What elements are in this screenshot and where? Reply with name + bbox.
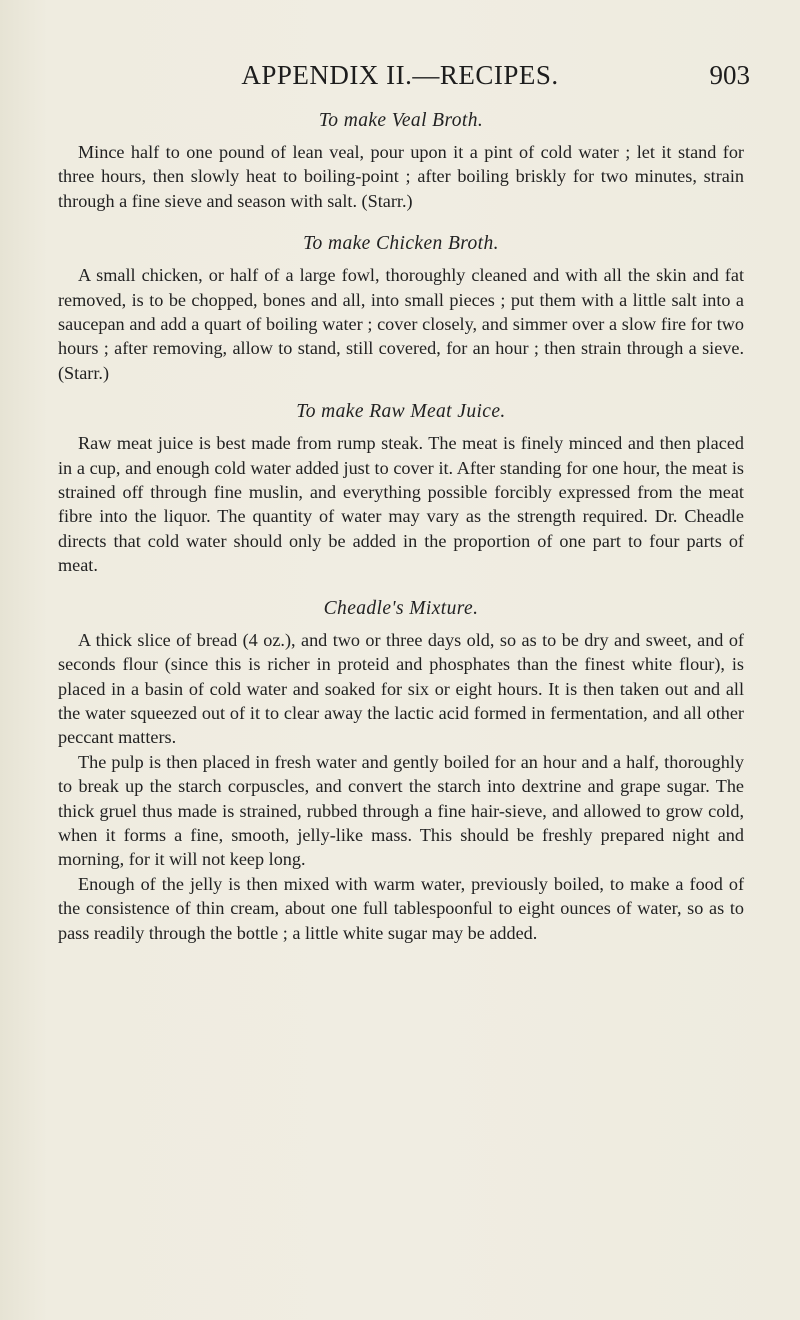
recipe-paragraph: The pulp is then placed in fresh water and gently boiled for an hour and a half, thoroughly to break up the starch corpuscles, and convert the starch into dextrine and grape sugar. The thick gruel thus made is strained, rubbed through a fine hair-sieve, and allowed to grow cold, when it forms a fine, smooth, jelly-like mass. This should be freshly prepared night and morning, for it will not keep long. xyxy=(58,751,744,870)
recipe-title: To make Chicken Broth. xyxy=(303,233,499,255)
page-body xyxy=(58,110,744,965)
recipe-paragraph: Enough of the jelly is then mixed with warm water, previously boiled, to make a food of the consistence of thin cream, about one full tablespoonful to eight ounces of water, so as to pass readily through the bottle ; a little white sugar may be added. xyxy=(58,873,744,943)
recipe-veal-broth xyxy=(58,110,744,213)
recipe-title: To make Raw Meat Juice. xyxy=(296,401,506,423)
recipe-paragraph: Mince half to one pound of lean veal, pour upon it a pint of cold water ; let it stand for three hours, then slowly heat to boiling-point ; after boiling briskly for two minutes, strain through a fine sieve and season with salt. (Starr.) xyxy=(58,142,744,211)
recipe-chicken-broth xyxy=(58,233,744,385)
page-number: 903 xyxy=(709,60,750,90)
page-header xyxy=(0,60,800,100)
recipe-raw-meat-juice xyxy=(58,401,744,577)
recipe-paragraph: A thick slice of bread (4 oz.), and two or three days old, so as to be dry and sweet, and of seconds flour (since this is richer in proteid and phosphates than the finest white flour), is placed in a basin of cold water and soaked for six or eight hours. It is then taken out and all the water squeezed out of it to clear away the lactic acid formed in fermentation, and all other peccant matters. xyxy=(58,629,744,748)
recipe-title: To make Veal Broth. xyxy=(318,110,484,131)
running-title: APPENDIX II.—RECIPES. xyxy=(241,60,559,90)
recipe-paragraph: Raw meat juice is best made from rump steak. The meat is finely minced and then placed in a cup, and enough cold water added just to cover it. After standing for one hour, the meat is strained off through fine muslin, and everything possible forcibly expressed from the meat fibre into the liquor. The quantity of water may vary as the strength required. Dr. Cheadle directs that cold water should only be added in the proportion of one part to four parts of meat. xyxy=(58,433,744,576)
recipe-cheadles-mixture xyxy=(58,598,744,945)
recipe-title: Cheadle's Mixture. xyxy=(323,597,479,619)
recipe-paragraph: A small chicken, or half of a large fowl, thoroughly cleaned and with all the skin and fat removed, is to be chopped, bones and all, into small pieces ; put them with a little salt into a saucepan and add a quart of boiling water ; cover closely, and simmer over a slow fire for two hours ; after removing, allow to stand, still covered, for an hour ; then strain through a sieve. (Starr.) xyxy=(58,265,744,383)
